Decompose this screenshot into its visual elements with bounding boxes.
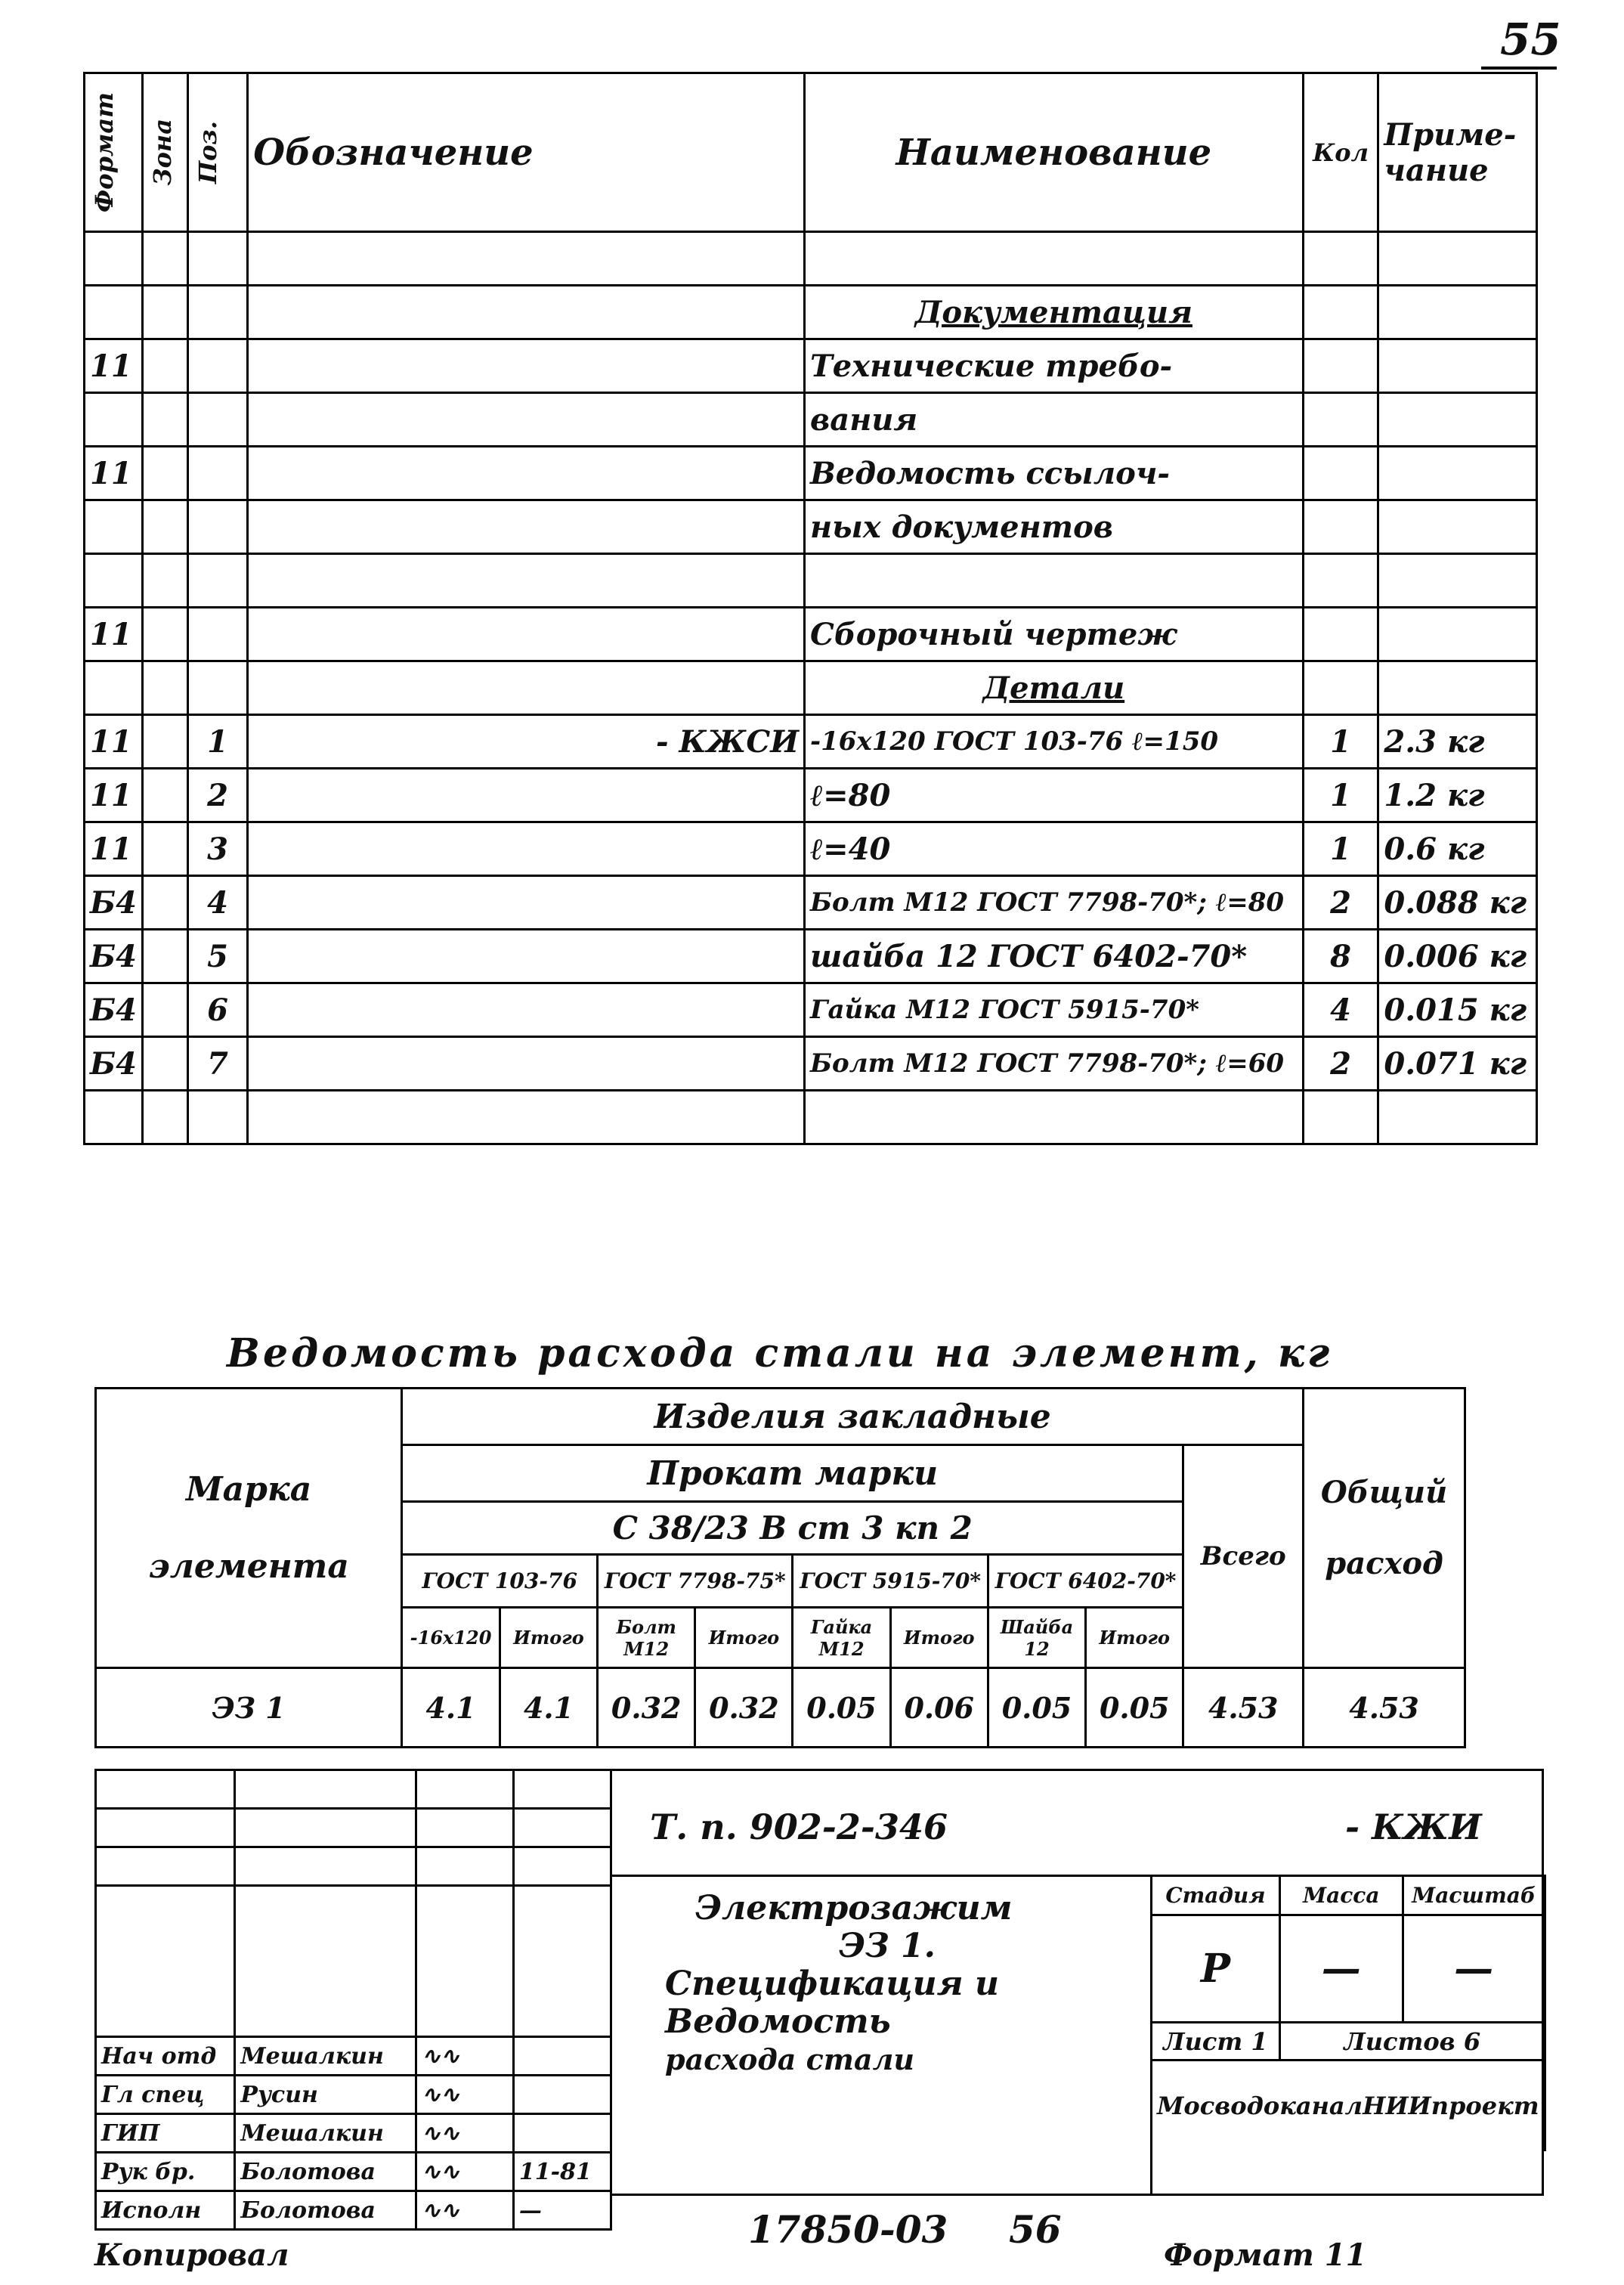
- header-note: Приме- чание: [1378, 73, 1537, 232]
- spec-cell-format: [85, 232, 143, 286]
- steel-value: 4.1: [500, 1668, 597, 1748]
- signature-role: Гл спец: [96, 2076, 235, 2114]
- gost-header: ГОСТ 5915-70*: [793, 1555, 988, 1608]
- signature-date: [513, 2037, 611, 2076]
- spec-cell-qty: [1303, 1091, 1378, 1144]
- spec-cell-format: Б4: [85, 983, 143, 1037]
- gost-header: ГОСТ 7798-75*: [598, 1555, 793, 1608]
- spec-cell-qty: [1303, 232, 1378, 286]
- signature-date: [513, 2114, 611, 2153]
- spec-cell-name: Сборочный чертеж: [805, 608, 1304, 661]
- signature-cell: [96, 1847, 235, 1886]
- spec-row: [85, 661, 1537, 715]
- footer-number: 17850-03: [748, 2207, 948, 2252]
- spec-cell-qty: 8: [1303, 930, 1378, 983]
- signature-role: Исполн: [96, 2191, 235, 2230]
- spec-cell-designation: [248, 769, 805, 822]
- signature-cell: [513, 1809, 611, 1847]
- spec-cell-format: 11: [85, 769, 143, 822]
- signature-mark: [416, 2191, 513, 2230]
- spec-cell-designation: [248, 661, 805, 715]
- spec-cell-note: [1378, 393, 1537, 447]
- steel-value: 0.32: [598, 1668, 695, 1748]
- spec-cell-qty: 2: [1303, 876, 1378, 930]
- header-designation: Обозначение: [248, 73, 805, 232]
- spec-cell-zone: [143, 983, 188, 1037]
- spec-cell-qty: 1: [1303, 715, 1378, 769]
- signature-icon: ∿∿: [421, 2158, 460, 2185]
- title-line-4: Ведомость: [665, 2002, 891, 2041]
- spec-cell-note: 0.015 кг: [1378, 983, 1537, 1037]
- spec-cell-note: [1378, 1091, 1537, 1144]
- signature-mark: [416, 2114, 513, 2153]
- page-number: 55: [1500, 14, 1561, 65]
- spec-row: [85, 1037, 1537, 1091]
- spec-cell-pos: 6: [187, 983, 247, 1037]
- spec-cell-designation: [248, 554, 805, 608]
- spec-cell-pos: 5: [187, 930, 247, 983]
- spec-cell-note: [1378, 608, 1537, 661]
- spec-row: [85, 447, 1537, 500]
- spec-cell-name: вания: [805, 393, 1304, 447]
- spec-cell-note: [1378, 500, 1537, 554]
- spec-cell-qty: 1: [1303, 769, 1378, 822]
- spec-cell-zone: [143, 822, 188, 876]
- spec-cell-name: шайба 12 ГОСТ 6402-70*: [805, 930, 1304, 983]
- spec-cell-format: 11: [85, 447, 143, 500]
- signature-mark: [416, 2037, 513, 2076]
- spec-cell-qty: [1303, 339, 1378, 393]
- vsego-header: Всего: [1183, 1445, 1304, 1668]
- spec-cell-designation: [248, 393, 805, 447]
- sub-header: Итого: [1086, 1608, 1183, 1668]
- spec-cell-note: 0.006 кг: [1378, 930, 1537, 983]
- sub-header: Итого: [695, 1608, 793, 1668]
- signature-name: Мешалкин: [235, 2114, 416, 2153]
- spec-cell-name: Документация: [805, 286, 1304, 339]
- spec-cell-note: 0.071 кг: [1378, 1037, 1537, 1091]
- spec-cell-note: [1378, 232, 1537, 286]
- spec-cell-format: 11: [85, 822, 143, 876]
- spec-cell-format: [85, 1091, 143, 1144]
- steel-value: 0.06: [890, 1668, 988, 1748]
- spec-cell-zone: [143, 930, 188, 983]
- signature-cell: [96, 1809, 235, 1847]
- scale-value: —: [1403, 1915, 1545, 2023]
- steel-value: 0.05: [793, 1668, 890, 1748]
- document-title: [665, 1890, 1141, 2079]
- sub-header: Итого: [500, 1608, 597, 1668]
- spec-cell-zone: [143, 393, 188, 447]
- spec-cell-zone: [143, 232, 188, 286]
- spec-cell-zone: [143, 1091, 188, 1144]
- spec-cell-name: [805, 232, 1304, 286]
- spec-cell-zone: [143, 876, 188, 930]
- prokat-label: Прокат марки: [402, 1445, 1183, 1502]
- spec-cell-note: 1.2 кг: [1378, 769, 1537, 822]
- signature-icon: ∿∿: [421, 2119, 460, 2147]
- spec-cell-designation: [248, 876, 805, 930]
- spec-cell-pos: [187, 286, 247, 339]
- spec-cell-pos: [187, 232, 247, 286]
- spec-cell-format: [85, 286, 143, 339]
- signature-mark: [416, 2076, 513, 2114]
- element-mark: ЭЗ 1: [96, 1668, 402, 1748]
- spec-cell-format: [85, 500, 143, 554]
- spec-cell-pos: 7: [187, 1037, 247, 1091]
- spec-cell-format: [85, 393, 143, 447]
- spec-cell-zone: [143, 715, 188, 769]
- specification-table: [83, 72, 1538, 1145]
- header-format: Формат: [85, 73, 143, 232]
- signature-row: [96, 2037, 611, 2076]
- signature-cell: [416, 1886, 513, 2037]
- spec-cell-note: [1378, 339, 1537, 393]
- spec-cell-name: Гайка М12 ГОСТ 5915-70*: [805, 983, 1304, 1037]
- spec-row: [85, 286, 1537, 339]
- spec-cell-pos: [187, 661, 247, 715]
- spec-cell-designation: [248, 232, 805, 286]
- signature-icon: ∿∿: [421, 2197, 460, 2224]
- sheet-number: Лист 1: [1152, 2023, 1280, 2061]
- spec-cell-zone: [143, 1037, 188, 1091]
- spec-cell-designation: [248, 1037, 805, 1091]
- signature-role: ГИП: [96, 2114, 235, 2153]
- spec-cell-designation: [248, 983, 805, 1037]
- signature-name: Мешалкин: [235, 2037, 416, 2076]
- stage-header: Стадия: [1152, 1876, 1280, 1915]
- spec-cell-pos: 3: [187, 822, 247, 876]
- signature-role: Рук бр.: [96, 2153, 235, 2191]
- gost-header: ГОСТ 6402-70*: [988, 1555, 1183, 1608]
- signature-row: [96, 2191, 611, 2230]
- spec-cell-name: Ведомость ссылоч-: [805, 447, 1304, 500]
- signature-cell: [416, 1809, 513, 1847]
- spec-cell-qty: 4: [1303, 983, 1378, 1037]
- signature-cell: [235, 1770, 416, 1809]
- steel-value: 0.05: [1086, 1668, 1183, 1748]
- sub-header: Болт М12: [598, 1608, 695, 1668]
- spec-cell-qty: [1303, 661, 1378, 715]
- organization: МосводоканалНИИпроект: [1152, 2061, 1545, 2151]
- signature-cell: [513, 1847, 611, 1886]
- signature-cell: [235, 1886, 416, 2037]
- signature-cell: [513, 1886, 611, 2037]
- spec-cell-name: ℓ=80: [805, 769, 1304, 822]
- spec-cell-designation: [248, 608, 805, 661]
- scale-header: Масштаб: [1403, 1876, 1545, 1915]
- spec-cell-qty: [1303, 500, 1378, 554]
- spec-cell-format: [85, 554, 143, 608]
- spec-cell-format: Б4: [85, 1037, 143, 1091]
- signature-date: —: [513, 2191, 611, 2230]
- signature-row-empty: [96, 1770, 611, 1809]
- spec-cell-pos: [187, 608, 247, 661]
- signature-row: [96, 2114, 611, 2153]
- spec-row: [85, 876, 1537, 930]
- signature-name: Болотова: [235, 2191, 416, 2230]
- spec-cell-pos: 2: [187, 769, 247, 822]
- format-label: Формат 11: [1164, 2237, 1367, 2273]
- spec-cell-name: -16x120 ГОСТ 103-76 ℓ=150: [805, 715, 1304, 769]
- spec-row: [85, 554, 1537, 608]
- sub-header: -16x120: [402, 1608, 500, 1668]
- signature-name: Болотова: [235, 2153, 416, 2191]
- spec-cell-note: [1378, 447, 1537, 500]
- spec-cell-zone: [143, 447, 188, 500]
- header-zone: Зона: [143, 73, 188, 232]
- spec-cell-note: 0.088 кг: [1378, 876, 1537, 930]
- spec-row: [85, 769, 1537, 822]
- signature-date: 11-81: [513, 2153, 611, 2191]
- title-line-3: Спецификация и: [665, 1965, 999, 2003]
- gost-header: ГОСТ 103-76: [402, 1555, 598, 1608]
- mass-header: Масса: [1279, 1876, 1403, 1915]
- marka-cell: Марка элемента: [96, 1389, 402, 1668]
- spec-cell-note: 0.6 кг: [1378, 822, 1537, 876]
- spec-cell-pos: [187, 1091, 247, 1144]
- doc-suffix: - КЖИ: [1345, 1807, 1482, 1847]
- spec-cell-format: [85, 661, 143, 715]
- signature-cell: [96, 1770, 235, 1809]
- spec-cell-qty: [1303, 393, 1378, 447]
- signature-row: [96, 2153, 611, 2191]
- signature-cell: [416, 1847, 513, 1886]
- signatures-table: [94, 1769, 612, 2231]
- steel-statement-title: Ведомость расхода стали на элемент, кг: [227, 1330, 1333, 1376]
- spec-cell-designation: - КЖСИ: [248, 715, 805, 769]
- header-name: Наименование: [805, 73, 1304, 232]
- signature-mark: [416, 2153, 513, 2191]
- spec-cell-zone: [143, 554, 188, 608]
- steel-total: 4.53: [1304, 1668, 1465, 1748]
- spec-row: [85, 393, 1537, 447]
- sub-header: Итого: [890, 1608, 988, 1668]
- signature-icon: ∿∿: [421, 2042, 460, 2070]
- spec-cell-designation: [248, 286, 805, 339]
- spec-cell-designation: [248, 930, 805, 983]
- spec-cell-zone: [143, 500, 188, 554]
- spec-cell-name: [805, 1091, 1304, 1144]
- spec-row: [85, 232, 1537, 286]
- sub-header: Шайба 12: [988, 1608, 1085, 1668]
- page-number-underline: [1481, 67, 1557, 70]
- spec-cell-pos: [187, 447, 247, 500]
- spec-cell-format: Б4: [85, 930, 143, 983]
- spec-cell-name: ℓ=40: [805, 822, 1304, 876]
- spec-cell-note: 2.3 кг: [1378, 715, 1537, 769]
- spec-cell-zone: [143, 339, 188, 393]
- spec-cell-pos: [187, 393, 247, 447]
- signature-cell: [513, 1770, 611, 1809]
- spec-cell-designation: [248, 500, 805, 554]
- signature-name: Русин: [235, 2076, 416, 2114]
- izdelia-label: Изделия закладные: [402, 1389, 1304, 1445]
- spec-cell-zone: [143, 769, 188, 822]
- steel-value: 0.05: [988, 1668, 1085, 1748]
- copied-by: Копировал: [94, 2237, 289, 2273]
- spec-cell-designation: [248, 447, 805, 500]
- header-qty: Кол: [1303, 73, 1378, 232]
- spec-cell-name: [805, 554, 1304, 608]
- spec-cell-pos: [187, 554, 247, 608]
- spec-cell-format: 11: [85, 339, 143, 393]
- spec-cell-note: [1378, 286, 1537, 339]
- spec-cell-name: Детали: [805, 661, 1304, 715]
- spec-cell-name: Болт М12 ГОСТ 7798-70*; ℓ=80: [805, 876, 1304, 930]
- signature-row: [96, 2076, 611, 2114]
- spec-cell-designation: [248, 339, 805, 393]
- mass-value: —: [1279, 1915, 1403, 2023]
- stage-mass-scale-table: [1150, 1875, 1546, 2151]
- spec-cell-designation: [248, 1091, 805, 1144]
- signature-role: Нач отд: [96, 2037, 235, 2076]
- spec-cell-qty: 2: [1303, 1037, 1378, 1091]
- steel-value: 0.32: [695, 1668, 793, 1748]
- spec-row: [85, 930, 1537, 983]
- steel-value: 4.1: [402, 1668, 500, 1748]
- total-header: Общий расход: [1304, 1389, 1465, 1668]
- signature-cell: [96, 1886, 235, 2037]
- spec-cell-note: [1378, 554, 1537, 608]
- spec-row: [85, 608, 1537, 661]
- spec-row: [85, 983, 1537, 1037]
- signature-icon: ∿∿: [421, 2081, 460, 2108]
- steel-statement-table: [94, 1387, 1466, 1748]
- spec-cell-name: ных документов: [805, 500, 1304, 554]
- spec-cell-qty: [1303, 608, 1378, 661]
- spec-cell-designation: [248, 822, 805, 876]
- spec-row: [85, 339, 1537, 393]
- signature-row-empty: [96, 1847, 611, 1886]
- spec-cell-name: Технические требо-: [805, 339, 1304, 393]
- header-pos: Поз.: [187, 73, 247, 232]
- title-line-5: расхода стали: [665, 2042, 915, 2076]
- doc-code: Т. п. 902-2-346: [650, 1807, 948, 1847]
- spec-row: [85, 715, 1537, 769]
- spec-cell-note: [1378, 661, 1537, 715]
- title-line-2: ЭЗ 1.: [839, 1927, 936, 1965]
- spec-cell-pos: 1: [187, 715, 247, 769]
- signature-cell: [416, 1770, 513, 1809]
- spec-row: [85, 500, 1537, 554]
- sheet-count: Листов 6: [1279, 2023, 1545, 2061]
- sub-header: Гайка М12: [793, 1608, 890, 1668]
- spec-cell-zone: [143, 608, 188, 661]
- signature-row-empty: [96, 1886, 611, 2037]
- signature-date: [513, 2076, 611, 2114]
- spec-cell-format: 11: [85, 715, 143, 769]
- spec-row: [85, 1091, 1537, 1144]
- signature-cell: [235, 1809, 416, 1847]
- spec-cell-name: Болт М12 ГОСТ 7798-70*; ℓ=60: [805, 1037, 1304, 1091]
- spec-cell-qty: [1303, 554, 1378, 608]
- spec-cell-zone: [143, 661, 188, 715]
- spec-cell-qty: [1303, 286, 1378, 339]
- stage-value: Р: [1152, 1915, 1280, 2023]
- spec-cell-format: 11: [85, 608, 143, 661]
- spec-cell-qty: [1303, 447, 1378, 500]
- spec-cell-pos: [187, 339, 247, 393]
- spec-cell-pos: 4: [187, 876, 247, 930]
- steel-vsego: 4.53: [1183, 1668, 1304, 1748]
- spec-row: [85, 822, 1537, 876]
- title-line-1: Электрозажим: [695, 1889, 1013, 1927]
- footer-page: 56: [1009, 2207, 1062, 2252]
- spec-cell-pos: [187, 500, 247, 554]
- spec-cell-qty: 1: [1303, 822, 1378, 876]
- spec-cell-format: Б4: [85, 876, 143, 930]
- steel-grade: С 38/23 В ст 3 кп 2: [402, 1502, 1183, 1555]
- spec-cell-zone: [143, 286, 188, 339]
- signature-cell: [235, 1847, 416, 1886]
- signature-row-empty: [96, 1809, 611, 1847]
